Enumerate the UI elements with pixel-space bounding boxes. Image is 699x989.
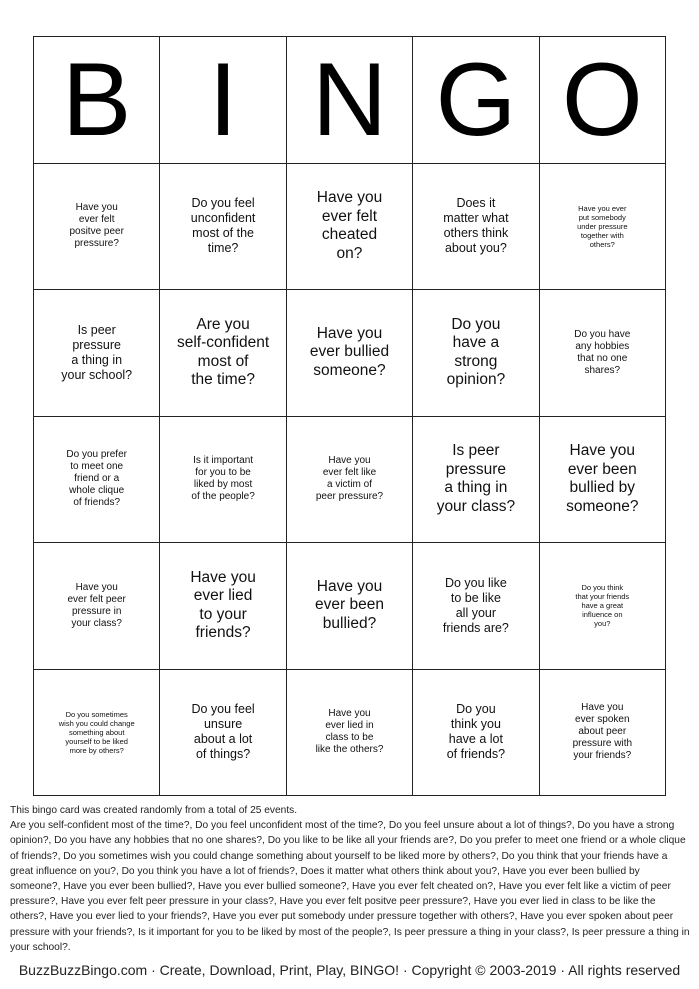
bingo-cell — [160, 670, 286, 797]
bingo-card — [33, 36, 666, 796]
header-letter-g: G — [413, 37, 539, 164]
header-letter-b: B — [34, 37, 160, 164]
bingo-cell — [413, 543, 539, 670]
bingo-cell-text: Is peer pressure a thing in your school? — [61, 322, 133, 382]
bingo-cell — [287, 164, 413, 291]
bingo-cell — [287, 670, 413, 797]
bingo-cell-text: Is peer pressure a thing in your class? — [436, 442, 516, 515]
bingo-cell-text: Do you feel unconfident most of the time? — [190, 196, 256, 256]
bingo-cell — [160, 417, 286, 544]
bingo-cell-text: Do you think you have a lot of friends? — [446, 702, 506, 762]
card-notes — [10, 803, 692, 955]
bingo-cell-text: Have you ever felt like a victim of peer pressure? — [315, 455, 384, 503]
bingo-cell-text: Do you sometimes wish you could change something about yourself to be liked more by others? — [58, 709, 135, 755]
site-credit: BuzzBuzzBingo.com · Create, Download, Print, Play, BINGO! · Copyright © 2003-2019 · All rights reserved — [18, 962, 681, 978]
bingo-cell — [413, 417, 539, 544]
bingo-cell — [34, 290, 160, 417]
header-letter-o: O — [540, 37, 666, 164]
bingo-cell-text: Have you ever lied in class to be like the others? — [315, 708, 384, 756]
bingo-cell-text: Have you ever lied to your friends? — [190, 568, 256, 642]
bingo-cell-text: Have you ever been bullied by someone? — [566, 442, 639, 515]
bingo-cell-text: Do you have any hobbies that no one shares? — [574, 328, 631, 376]
bingo-cell — [540, 543, 666, 670]
bingo-cell-text: Does it matter what others think about you? — [443, 196, 509, 256]
bingo-cell-text: Have you ever spoken about peer pressure with your friends? — [572, 702, 633, 762]
bingo-cell-text: Are you self-confident most of the time? — [176, 315, 270, 389]
bingo-cell — [287, 417, 413, 544]
card-summary: This bingo card was created randomly from a total of 25 events. — [10, 805, 298, 816]
bingo-cell — [287, 543, 413, 670]
bingo-cell-text: Do you have a strong opinion? — [446, 315, 506, 389]
bingo-cell — [160, 290, 286, 417]
bingo-cell-text: Do you prefer to meet one friend or a whole clique of friends? — [66, 449, 127, 509]
bingo-cell-text: Have you ever felt peer pressure in your class? — [67, 581, 126, 629]
bingo-cell-text: Is it important for you to be liked by most of the people? — [191, 455, 255, 503]
bingo-cell — [34, 164, 160, 291]
bingo-cell-text: Have you ever been bullied? — [315, 577, 384, 633]
bingo-cell-text: Do you feel unsure about a lot of things? — [191, 702, 255, 762]
bingo-cell — [540, 290, 666, 417]
bingo-cell — [287, 290, 413, 417]
bingo-cell-text: Have you ever put somebody under pressure together with others? — [577, 203, 628, 249]
bingo-cell — [34, 670, 160, 797]
bingo-cell — [160, 543, 286, 670]
bingo-cell — [413, 670, 539, 797]
bingo-cell-text: Have you ever bullied someone? — [309, 324, 390, 380]
bingo-cell-text: Have you ever felt cheated on? — [316, 189, 383, 262]
event-list: Are you self-confident most of the time?, Do you feel unconfident most of the time?, Do you feel unsure about a lot of things?, Do you have a strong opinion?, Do you have any hobbies that no one shares?, Do you like to be like all your friends are?, Do you prefer to meet one friend or a whole clique of friends?, Do you sometimes wish you could change something about yourself to be liked more by others?, Do you think that your friends have a great influence on you?, Do you think you have a lot of friends?, Does it matter what others think about you?, Have you ever been bullied by someone?, Have you ever been bullied?, Have you ever bullied someone?, Have you ever felt cheated on?, Have you ever felt like a victim of peer pressure?, Have you ever felt peer pressure in your class?, Have you ever felt positve peer pressure?, Have you ever lied in class to be like the others?, Have you ever lied to your friends?, Have you ever put somebody under pressure together with others?, Have you ever spoken about peer pressure with your friends?, Is it important for you to be liked by most of the people?, Is peer pressure a thing in your class?, Is peer pressure a thing in your school?. — [10, 820, 690, 953]
bingo-cell-text: Do you think that your friends have a great influence on you? — [575, 583, 630, 629]
bingo-cell-text: Have you ever felt positve peer pressure? — [69, 202, 124, 250]
bingo-cell — [413, 164, 539, 291]
header-letter-n: N — [287, 37, 413, 164]
bingo-cell — [34, 417, 160, 544]
bingo-cell — [540, 417, 666, 544]
bingo-cell — [160, 164, 286, 291]
header-letter-i: I — [160, 37, 286, 164]
bingo-cell — [34, 543, 160, 670]
bingo-cell — [413, 290, 539, 417]
bingo-cell — [540, 164, 666, 291]
bingo-cell-text: Do you like to be like all your friends are? — [442, 575, 509, 635]
bingo-cell — [540, 670, 666, 797]
